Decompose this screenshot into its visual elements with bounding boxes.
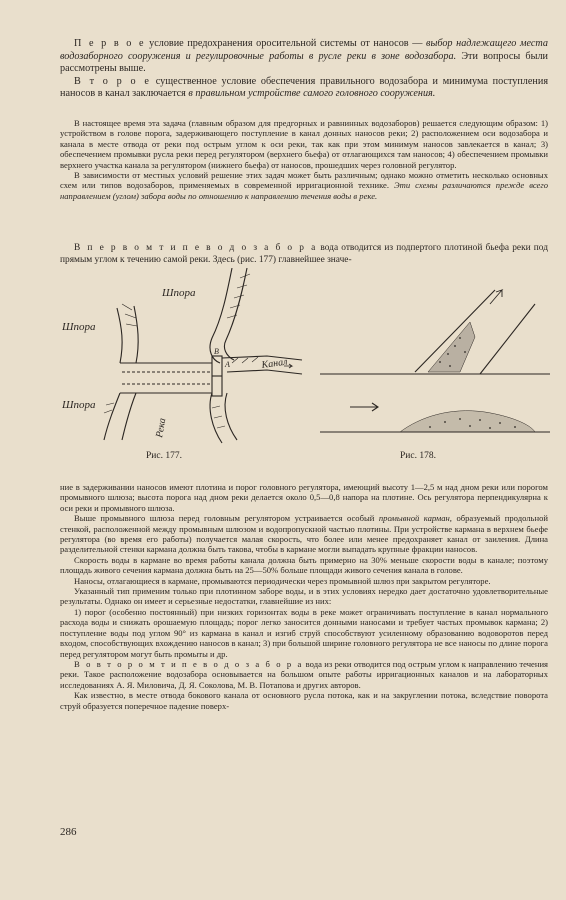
label-spur-top: Шпора bbox=[162, 287, 196, 299]
paragraph-sediment-retention: ние в задерживании наносов имеют плотина и порог головного регулятора, имеющий высоту 1—2,5 м над дном реки или порогом промывного шлюза; высота порога над дном реки делается около 0,5—0,8 напора на плотине. Ось регулятора перпендикулярна к оси реки и промывного шлюза. bbox=[60, 482, 548, 513]
paragraph-pocket-flushing: Наносы, отлагающиеся в кармане, промываются периодически через промывной шлюз при закрытом регуляторе. bbox=[74, 575, 491, 586]
paragraph-second-type: В о в т о р о м т и п е в о д о з а б о р а вода из реки отводится под острым углом к направлению течения реки. Такое расположение водозабора основывается на большом опыте работы ирригационных каналов и на лабораторных исследованиях А. Я. Миловича, Д. Я. Соколова, М. В. Потапова и других авторов. bbox=[60, 658, 548, 690]
paragraph-branch-flow: Как известно, в месте отвода бокового канала от основного русла потока, как и на закруглении потока, вследствие поворота струй образуется поперечное падение поверх- bbox=[60, 690, 548, 711]
paragraph-type-applicability: Указанный тип применим только при плотинном заборе воды, и в этих условиях нередко дает достаточно удовлетворительные результаты. Однако он имеет и серьезные недостатки, главнейшие из них: bbox=[60, 586, 548, 607]
page-number: 286 bbox=[60, 826, 77, 838]
paragraph-second-condition: В т о р о е существенное условие обеспечения правильного водозабора и минимума поступления наносов в канал заключается в правильном устройстве самого головного сооружения. bbox=[60, 75, 548, 100]
label-a: А bbox=[225, 360, 230, 369]
paragraph-first-type: В п е р в о м т и п е в о д о з а б о р а вода отводится из подпертого плотиной бьефа реки под прямым углом к течению самой реки. Здесь (рис. 177) главнейшее значе- bbox=[60, 243, 548, 265]
label-b: В bbox=[214, 347, 219, 356]
paragraph-flushing-pocket: Выше промывного шлюза перед головным регулятором устраивается особый промывной карман, образуемый продольной стенкой, расположенной между промывным шлюзом и водопропускной частью плотины. При устройстве кармана в верхнем бьефе регулятора (во время его работы) получается малая скорость, что более или менее предохраняет канал от заиления. Длина разделительной стенки кармана должна быть такова, чтобы в кармане могли выпадать крупные фракции наносов. bbox=[60, 513, 548, 555]
label-river: Река bbox=[154, 417, 169, 439]
label-spur-left-bottom: Шпора bbox=[62, 399, 96, 411]
label-canal: Канал bbox=[260, 356, 289, 371]
figure-178-diagram bbox=[320, 282, 555, 442]
first-type-text bbox=[60, 243, 548, 266]
paragraph-first-condition: П е р в о е условие предохранения оросительной системы от наносов — выбор надлежащего места водозаборного сооружения и регулировочные работы в русле реки в зоне водозабора. Эти вопросы были рассмотрены выше. bbox=[60, 38, 548, 75]
paragraph-pocket-velocity: Скорость воды в кармане во время работы канала должна быть примерно на 30% меньше скорости воды в канале; поэтому площадь живого сечения кармана должна быть на 25—50% больше площади живого сечения канала в голове. bbox=[60, 554, 548, 576]
intro-text bbox=[60, 38, 548, 101]
label-spur-left-top: Шпора bbox=[62, 321, 96, 333]
paragraph-schemes: В зависимости от местных условий решение этих задач может быть различным; однако можно отметить несколько основных схем или типов водозаборов, применяемых в современной ирригационной технике. Эти схемы различаются прежде всего направлением (углом) забора воды по отношению к направлению течения воды в реке. bbox=[60, 170, 548, 201]
figure-177-diagram bbox=[62, 268, 312, 448]
lower-text bbox=[60, 482, 548, 711]
small-print-text bbox=[60, 118, 548, 201]
paragraph-drawbacks: 1) порог (особенно постоянный) при низких горизонтах воды в реке может ограничивать поступление в канал нормального расхода воды и снижать орошаемую площадь; порог легко заносится донными наносами и требует частых промывок кармана; 2) поступление воды под углом 90° из кармана в канал и изгиб струй способствуют усиленному образованию водоворотов перед входом, способствующих вхождению наносов в канал; 3) при большой ширине головного регулятора не все наносы по длине порога перед регулятором могут быть промыты и др. bbox=[60, 606, 548, 659]
caption-figure-177: Рис. 177. bbox=[146, 451, 182, 461]
paragraph-solution-list: В настоящее время эта задача (главным образом для предгорных и равнинных водозаборов) решается следующим образом: 1) устройством в голове порога, задерживающего поступление в канал донных наносов реки; 2) расположением оси водозабора и канала в месте отвода от реки под острым углом к оси реки, так как при этом минимум наносов завлекается в канал; 3) обеспечением промывки русла реки перед регулятором (верхнего бьефа) от отлагающихся там наносов; 4) обеспечением промывки верхнего участка канала за регулятором (нижнего бьефа) от наносов, прошедших через головной регулятор. bbox=[60, 118, 548, 170]
caption-figure-178: Рис. 178. bbox=[400, 451, 436, 461]
